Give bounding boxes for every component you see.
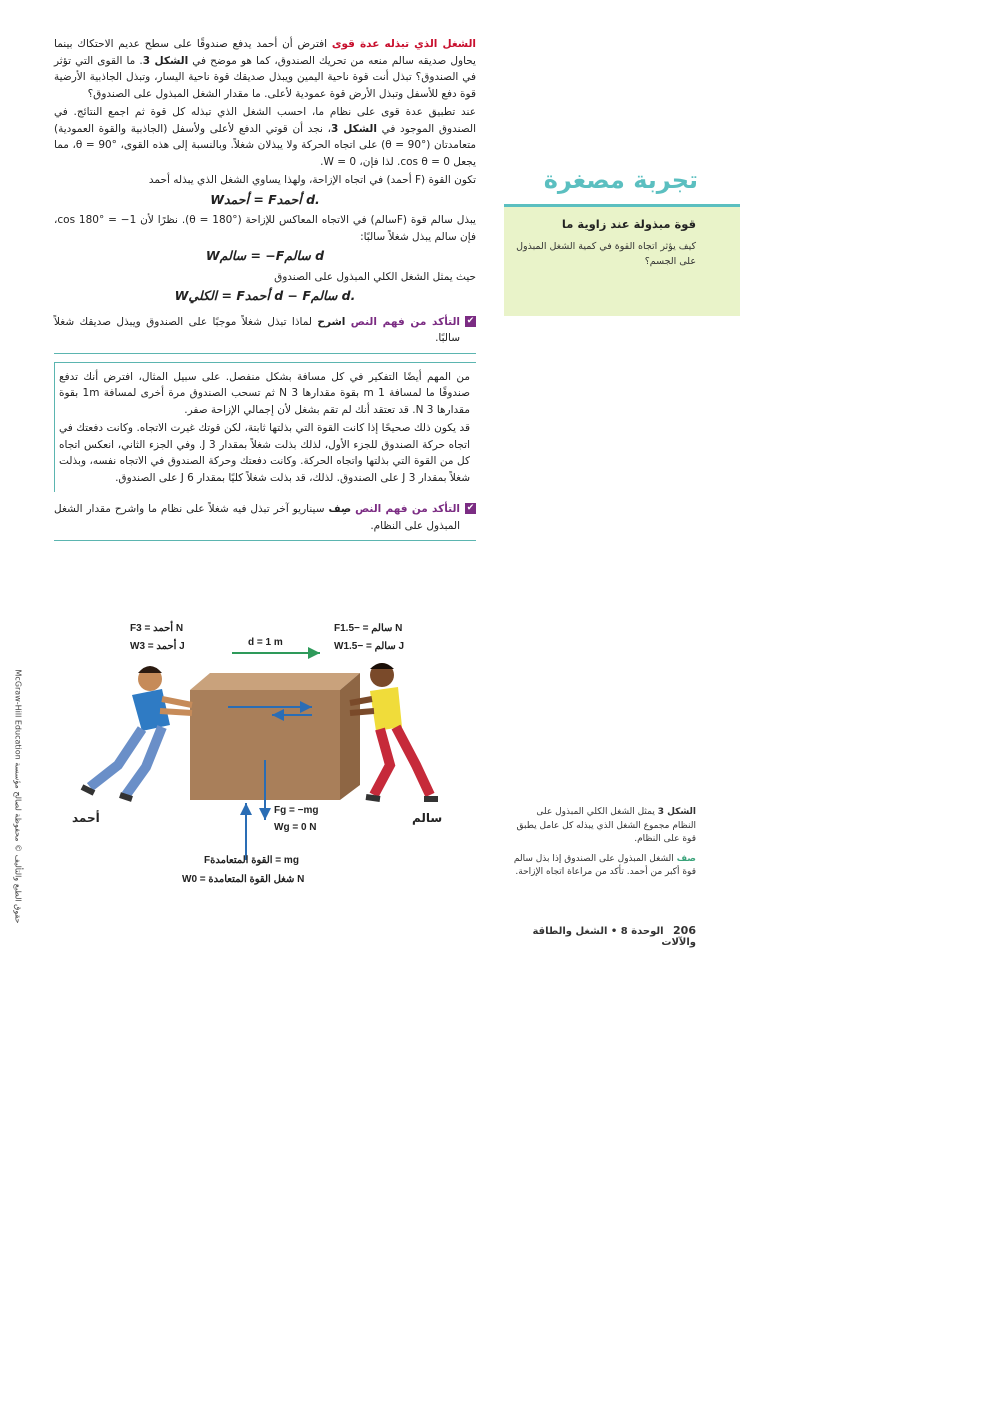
- ahmed-name-label: أحمد: [72, 811, 100, 825]
- reading-check-label: التأكد من فهم النص: [355, 503, 460, 515]
- equation-salem-work: Wسالم = −Fسالم d: [205, 248, 325, 263]
- minilab-title: تجربة مصغرة: [543, 166, 698, 194]
- reading-check-1: ✔ التأكد من فهم النص اشرح لماذا تبذل شغلاً موجبًا على الصندوق ويبذل صديقك شغلاً سالبًا.: [54, 313, 476, 354]
- reading-check-2: ✔ التأكد من فهم النص صِف سيناريو آخر تبذل فيه شغلاً على نظام ما واشرح مقدار الشغل المبذول على النظام.: [54, 500, 476, 541]
- gravity-force-label: Fg = −mg: [274, 805, 319, 816]
- ahmed-figure: [82, 666, 192, 799]
- figure-caption: [510, 806, 696, 880]
- check-icon: ✔: [466, 315, 475, 326]
- ahmed-work-label: Wأحمد = 3 J: [130, 641, 185, 652]
- check-icon: ✔: [466, 503, 475, 513]
- normal-force-label: Fالقوة المتعامدة = mg: [204, 855, 299, 866]
- displacement-label: d = 1 m: [248, 637, 283, 648]
- section-heading: الشغل الذي تبذله عدة قوى: [331, 38, 477, 50]
- salem-name-label: سالم: [412, 811, 443, 825]
- figure-3-illustration: [50, 615, 490, 900]
- minilab-heading: قوة مبذولة عند زاوية ما: [561, 217, 696, 231]
- box-side: [340, 673, 360, 800]
- caption-describe-label: صف: [676, 853, 696, 864]
- paragraph-sum-of-work: عند تطبيق عدة قوى على نظام ما، احسب الشغل الذي تبذله كل قوة ثم اجمع النتائج. في الصندوق الموجود في الشكل 3، نجد أن قوتي الدفع لأعلى ولأسفل (الجاذبية والقوة العمودية) متعامدتان (θ = 90°) على اتجاه الحركة ولا يبذلان شغلاً. وبالنسبة إلى هذه القوى، θ = 90°، مما يجعل cos θ = 0. لذا فإن، W = 0.: [54, 106, 476, 168]
- caption-describe: صف الشغل المبذول على الصندوق إذا بذل سالم قوة أكبر من أحمد. تأكد من مراعاة اتجاه الإزاحة.: [513, 853, 696, 877]
- salem-figure: [350, 663, 438, 799]
- page-number: 206: [673, 924, 696, 937]
- reading-check-label: التأكد من فهم النص: [350, 315, 460, 328]
- figure-reference: الشكل 3: [142, 54, 189, 67]
- equation-total-work: Wالكلي = Fأحمد d − Fسالم d.: [174, 288, 356, 303]
- caption-figure-label: الشكل 3: [657, 807, 696, 817]
- equation-ahmed-work: Wأحمد = Fأحمد d.: [210, 191, 320, 207]
- gravity-work-label: Wg = 0 N: [274, 822, 317, 833]
- paragraph-ahmed-work: تكون القوة (F أحمد) في اتجاه الإزاحة، ولهذا يساوي الشغل الذي يبذله أحمد: [148, 174, 476, 186]
- paragraph-direction-change: قد يكون ذلك صحيحًا إذا كانت القوة التي بذلتها ثابتة، لكن قوتك غيرت الاتجاه. وكانت دفعتك في اتجاه حركة الصندوق للجزء الأول، لذلك بذلت شغلاً بمقدار 3 J. وفي الجزء الثاني، انعكس اتجاه كل من القوة التي بذلتها واتجاه الحركة. وكانت دفعتك وحركة الصندوق في الاتجاه نفسه، وبذلت شغلاً بمقدار 3 J على الصندوق. لذلك، قد بذلت شغلاً كليًا بمقدار 6 J على الصندوق.: [59, 422, 470, 484]
- box-top: [190, 673, 360, 690]
- minilab-question: كيف يؤثر اتجاه القوة في كمية الشغل المبذول على الجسم؟: [516, 241, 696, 267]
- salem-work-label: Wسالم = −1.5 J: [334, 641, 405, 652]
- side-copyright: حقوق الطبع والتأليف © محفوظة لصالح مؤسسة McGraw-Hill Education: [13, 669, 23, 924]
- salem-force-label: Fسالم = −1.5 N: [334, 623, 403, 634]
- paragraph-salem-work: يبذل سالم قوة (Fسالم) في الاتجاه المعاكس للإزاحة (θ = 180°). نظرًا لأن cos 180° = −1، فإن سالم يبذل شغلاً سالبًا:: [54, 214, 476, 243]
- minilab-box: [504, 204, 740, 316]
- paragraph-total-work: حيث يمثل الشغل الكلي المبذول على الصندوق: [274, 270, 476, 283]
- page-footer: [514, 924, 696, 948]
- main-text-column: [54, 36, 476, 549]
- reading-check-verb: صِف: [328, 503, 352, 515]
- direction-change-box: [54, 362, 476, 493]
- unit-title: الوحدة 8 • الشغل والطاقة والآلات: [532, 926, 696, 948]
- paragraph-multiple-forces: الشغل الذي تبذله عدة قوى افترض أن أحمد يدفع صندوقًا على سطح عديم الاحتكاك بينما يحاول صديقه سالم منعه من تحريك الصندوق، كما هو موضح في الشكل 3. ما القوى التي تؤثر في الصندوق؟ تبذل أنت قوة ناحية اليمين ويبذل صديقك قوة ناحية اليسار، وتبذل الجاذبية الأرضية قوة دفع للأسفل وتبذل الأرض قوة عمودية لأعلى. ما مقدار الشغل المبذول على الصندوق؟: [54, 38, 477, 100]
- normal-work-label: Wشغل القوة المتعامدة = 0 N: [182, 874, 305, 885]
- ahmed-force-label: Fأحمد = 3 N: [130, 623, 184, 634]
- figure-reference: الشكل 3: [330, 122, 377, 135]
- paragraph-separate-distances: من المهم أيضًا التفكير في كل مسافة بشكل منفصل. على سبيل المثال، افترض أنك تدفع صندوقًا ما لمسافة 1 m بقوة مقدارها 3 N ثم تسحب الصندوق مرة أخرى لمسافة 1m بقوة مقدارها 3 N. قد تعتقد أنك لم تقم بشغل لأن إجمالي الإزاحة صفر.: [59, 370, 471, 416]
- reading-check-verb: اشرح: [317, 315, 346, 328]
- caption-main: الشكل 3 يمثل الشغل الكلي المبذول على النظام مجموع الشغل الذي يبذله كل عامل يطبق قوة على النظام.: [516, 807, 696, 844]
